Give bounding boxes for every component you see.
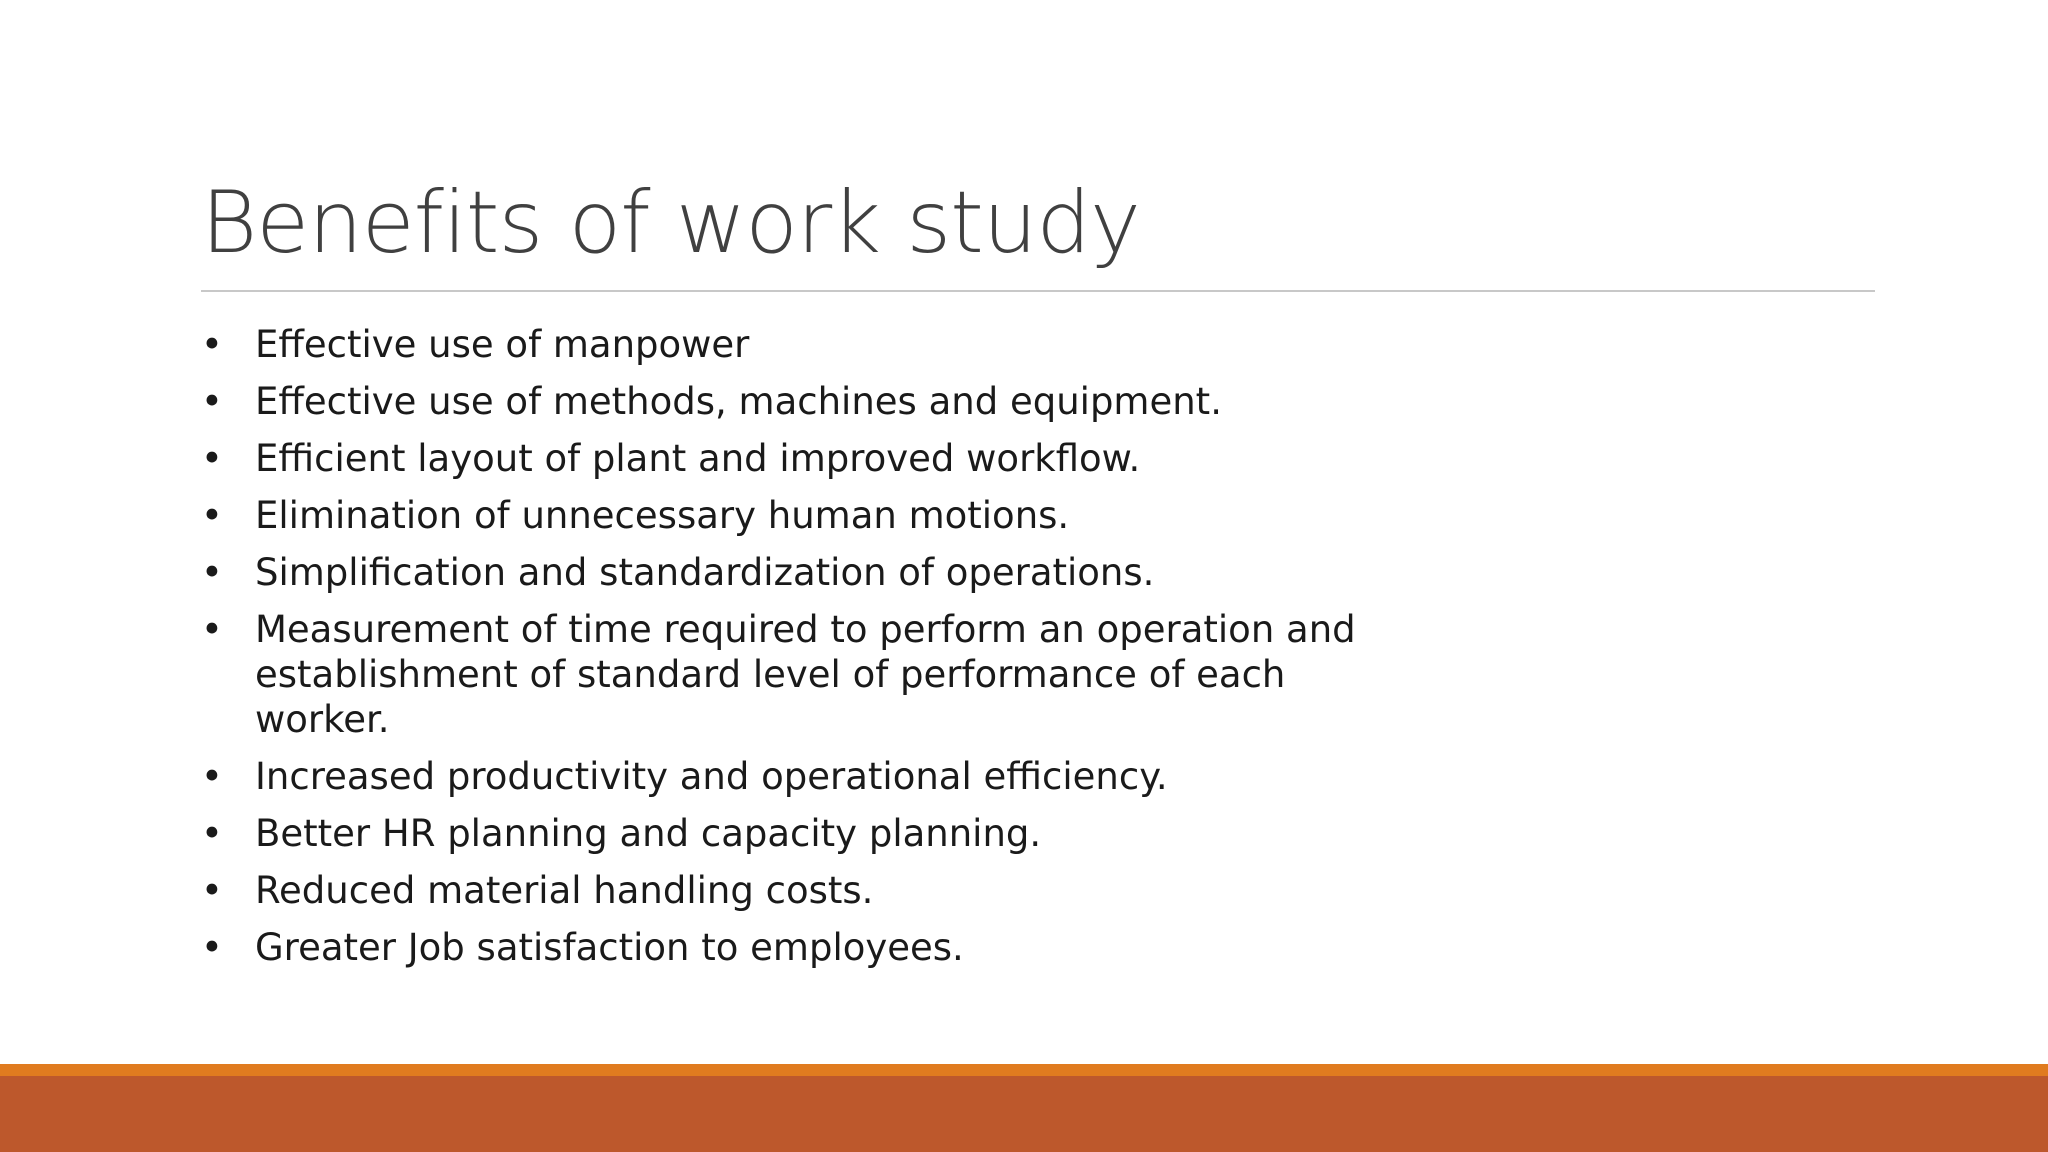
bullet-icon: • (201, 380, 223, 423)
bullet-text: Reduced material handling costs. (255, 869, 874, 912)
bullet-text: Measurement of time required to perform an operation and establishment of standard level of performance of each worker. (255, 608, 1356, 741)
bullet-item (201, 811, 1501, 856)
bullet-icon: • (201, 755, 223, 798)
bullet-item (201, 925, 1501, 970)
bullet-text: Effective use of manpower (255, 323, 750, 366)
bullet-item (201, 436, 1501, 481)
bullet-item (201, 754, 1501, 799)
footer-bar (0, 1076, 2048, 1152)
bullet-text: Increased productivity and operational efficiency. (255, 755, 1168, 798)
bullet-icon: • (201, 926, 223, 969)
bullet-text: Efficient layout of plant and improved workflow. (255, 437, 1141, 480)
bullet-item (201, 322, 1501, 367)
bullet-icon: • (201, 551, 223, 594)
bullet-icon: • (201, 494, 223, 537)
bullet-text: Greater Job satisfaction to employees. (255, 926, 964, 969)
bullet-icon: • (201, 323, 223, 366)
bullet-item (201, 550, 1501, 595)
bullet-icon: • (201, 437, 223, 480)
bullet-text: Simplification and standardization of operations. (255, 551, 1155, 594)
bullet-text: Elimination of unnecessary human motions. (255, 494, 1070, 537)
bullet-list (201, 322, 1501, 982)
title-divider (201, 290, 1875, 292)
bullet-icon: • (201, 812, 223, 855)
bullet-item (201, 493, 1501, 538)
bullet-item (201, 868, 1501, 913)
bullet-item (201, 379, 1501, 424)
slide-title: Benefits of work study (201, 173, 1140, 273)
bullet-icon: • (201, 869, 223, 912)
bullet-icon: • (201, 608, 223, 651)
bullet-text: Effective use of methods, machines and equipment. (255, 380, 1222, 423)
bullet-item (201, 607, 1501, 742)
bullet-text: Better HR planning and capacity planning. (255, 812, 1042, 855)
footer-accent-stripe (0, 1064, 2048, 1076)
